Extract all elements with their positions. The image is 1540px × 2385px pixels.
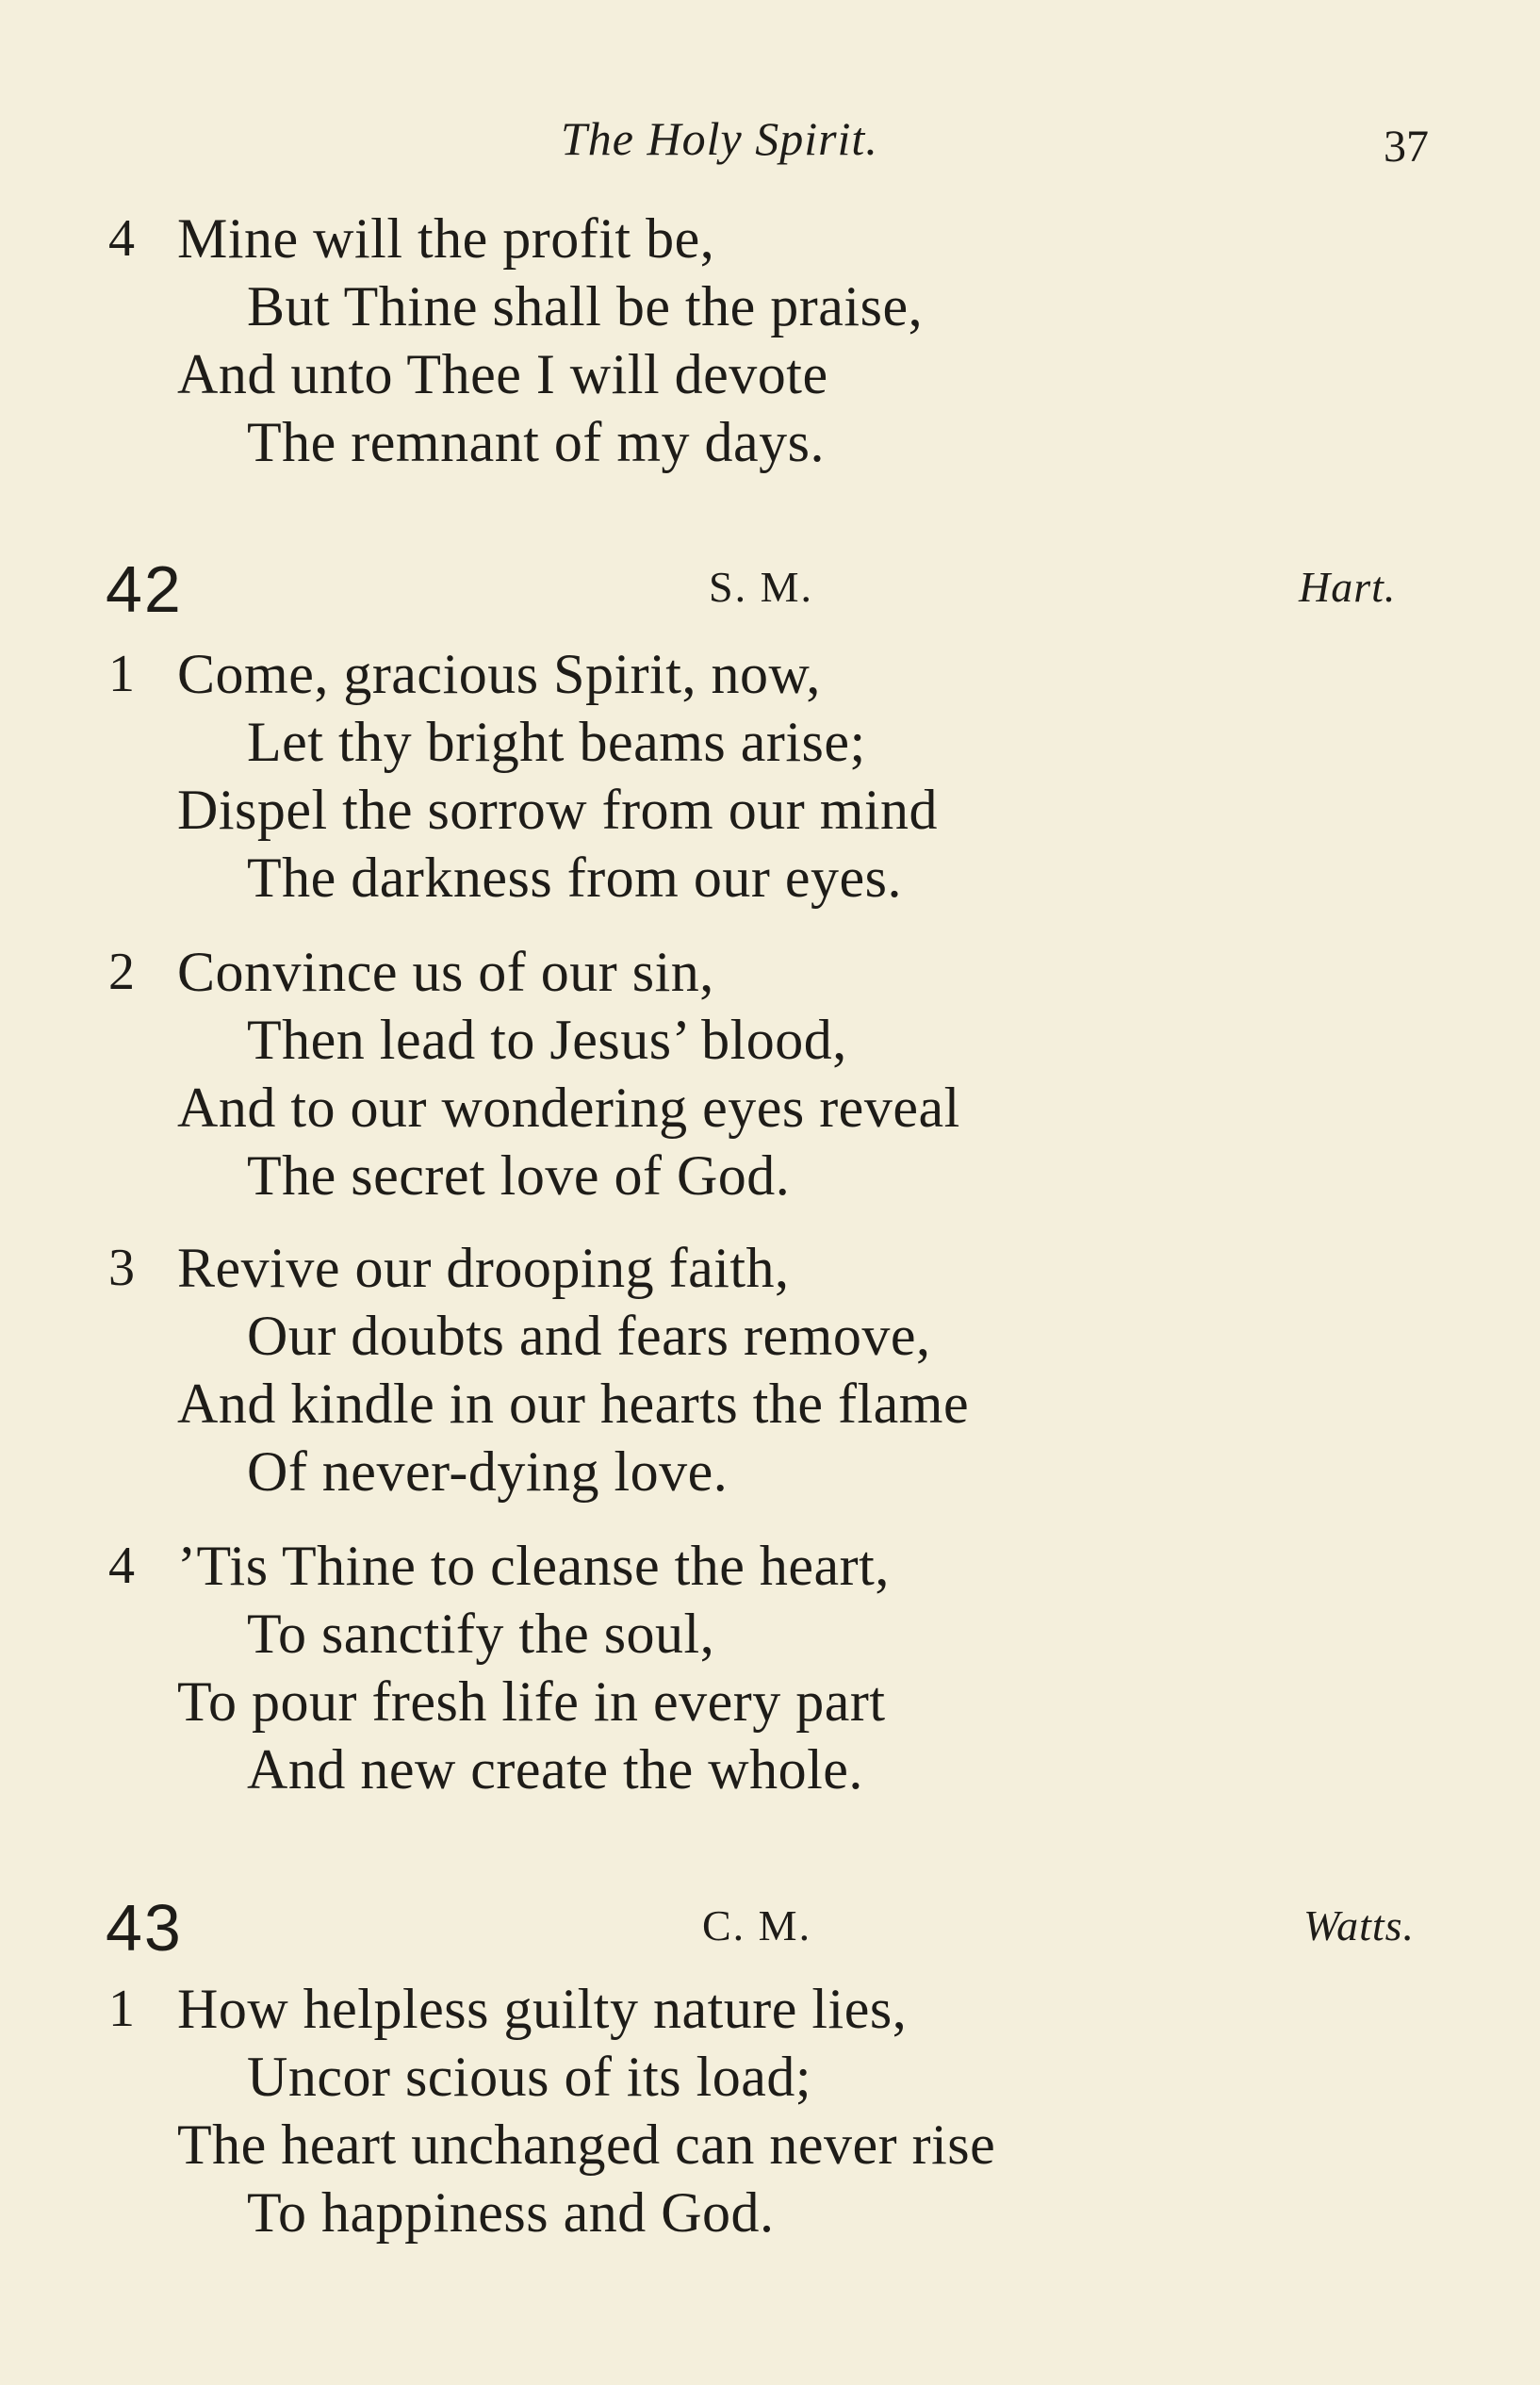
verse-line: The darkness from our eyes.: [247, 847, 902, 909]
running-title: The Holy Spirit.: [561, 112, 878, 165]
verse-line: Convince us of our sin,: [177, 941, 714, 1003]
verse-line: The secret love of God.: [247, 1144, 791, 1207]
verse-line: Mine will the profit be,: [177, 207, 715, 270]
meter: S. M.: [709, 563, 813, 611]
verse-line: How helpless guilty nature lies,: [177, 1978, 908, 2040]
author: Hart.: [1299, 563, 1397, 611]
verse-line: Then lead to Jesus’ blood,: [247, 1009, 847, 1071]
stanza-number: 4: [108, 209, 135, 268]
verse-line: Let thy bright beams arise;: [247, 711, 866, 773]
verse-line: Of never-dying love.: [247, 1440, 729, 1503]
stanza-number: 4: [108, 1537, 135, 1595]
hymn-number: 43: [106, 1891, 183, 1965]
author: Watts.: [1303, 1901, 1416, 1949]
verse-line: Our doubts and fears remove,: [247, 1305, 931, 1367]
stanza-number: 1: [108, 645, 135, 703]
verse-line: The heart unchanged can never rise: [177, 2114, 996, 2176]
verse-line: But Thine shall be the praise,: [247, 275, 924, 337]
verse-line: Revive our drooping faith,: [177, 1237, 790, 1299]
verse-line: To sanctify the soul,: [247, 1603, 715, 1665]
hymn-number: 42: [106, 552, 183, 626]
meter: C. M.: [702, 1901, 812, 1949]
stanza-number: 2: [108, 943, 135, 1001]
stanza-number: 3: [108, 1239, 135, 1297]
verse-line: The remnant of my days.: [247, 411, 825, 473]
verse-line: And kindle in our hearts the flame: [177, 1373, 970, 1435]
verse-line: And unto Thee I will devote: [177, 343, 828, 405]
verse-line: And new create the whole.: [247, 1738, 863, 1801]
verse-line: Uncor scious of its load;: [247, 2046, 812, 2108]
stanza-number: 1: [108, 1980, 135, 2038]
verse-line: To pour fresh life in every part: [177, 1670, 886, 1733]
verse-line: Dispel the sorrow from our mind: [177, 779, 939, 841]
verse-line: To happiness and God.: [247, 2181, 775, 2244]
running-head: [0, 111, 1540, 177]
verse-line: And to our wondering eyes reveal: [177, 1077, 960, 1139]
verse-line: ’Tis Thine to cleanse the heart,: [177, 1535, 890, 1597]
page-number: 37: [1384, 122, 1429, 172]
verse-line: Come, gracious Spirit, now,: [177, 643, 821, 705]
